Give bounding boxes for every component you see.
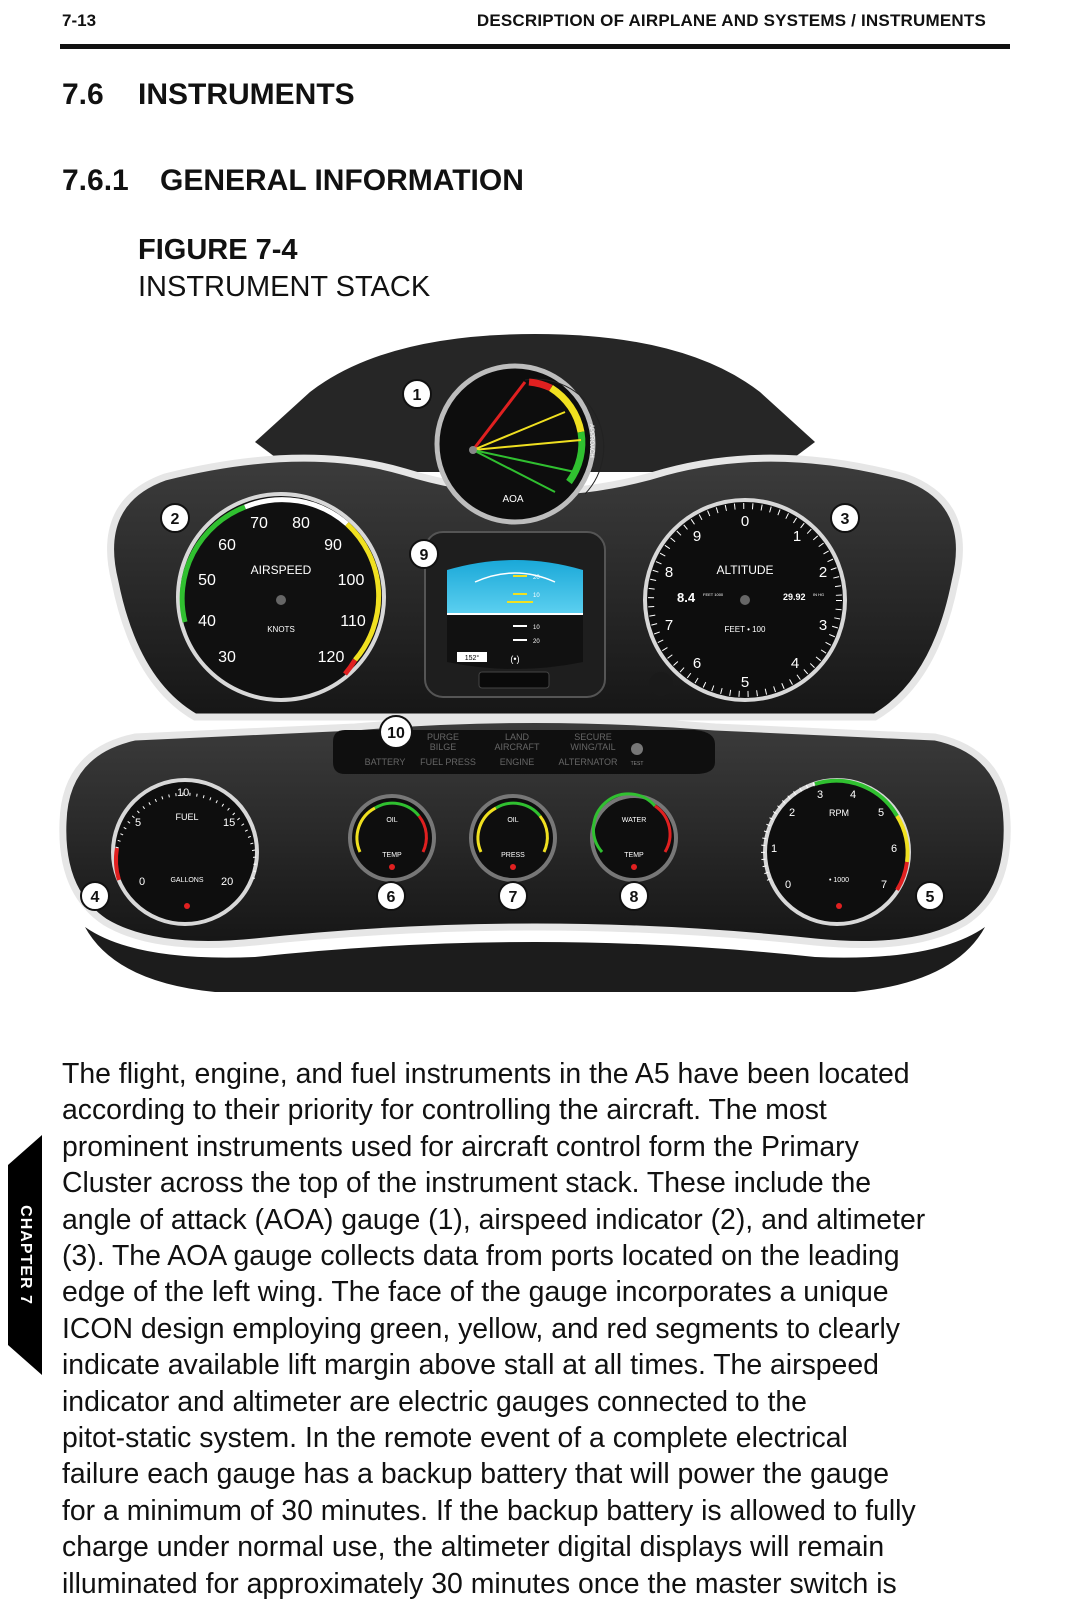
altitude-display: 8.4 [677,590,696,605]
airspeed-tick: 40 [198,613,216,630]
callout-2 [161,504,189,532]
rpm-tick: 0 [785,879,792,891]
oil-temp-bottom: TEMP [382,852,402,859]
fuel-tick: 5 [135,817,142,829]
oil-press-top: OIL [507,817,519,824]
airspeed-tick: 60 [218,537,236,554]
oil-press-gauge [471,796,555,880]
rpm-tick: 3 [817,789,824,801]
altimeter-tick: 5 [740,674,750,691]
altimeter-tick: 8 [664,564,674,581]
body-line: ICON design employing green, yellow, and red segments to clearly [62,1312,900,1345]
airspeed-tick: 70 [250,515,268,532]
body-line: angle of attack (AOA) gauge (1), airspeed indicator (2), and altimeter [62,1203,926,1236]
altimeter [645,500,845,700]
svg-text:2: 2 [170,511,180,528]
altimeter-unit: FEET • 100 [724,625,766,634]
callout-10 [380,716,412,748]
annunciator-bottom: FUEL PRESS [420,757,476,767]
callout-4 [81,882,109,910]
water-temp-gauge [592,794,676,880]
callout-1 [403,380,431,408]
body-line: prominent instruments used for aircraft control form the Primary [62,1130,859,1163]
annunciator-bottom: ALTERNATOR [558,757,618,767]
airspeed-tick: 80 [292,515,310,532]
altimeter-tick: 4 [790,655,800,672]
body-line: pitot-static system. In the remote event of a complete electrical [62,1422,848,1455]
subsection-title: GENERAL INFORMATION [160,164,524,197]
svg-text:1: 1 [412,387,422,404]
body-line: according to their priority for controlling the aircraft. The most [62,1094,827,1127]
fuel-tick: 15 [223,817,236,829]
heading-display: 152° [464,655,480,662]
altitude-display-units: FEET 1000 [703,592,724,597]
rpm-unit: • 1000 [829,877,849,884]
rpm-tick: 7 [881,879,888,891]
svg-text:10: 10 [387,725,405,742]
svg-text:6: 6 [386,889,396,906]
bank-indicator: (•) [510,654,520,664]
altimeter-tick: 7 [664,617,674,634]
altimeter-title: ALTITUDE [716,563,774,577]
section-heading [62,78,355,112]
airspeed-tick: 110 [340,613,366,630]
svg-text:7: 7 [508,889,518,906]
annunciator-light-line: LAND [504,732,530,742]
header-rule [60,44,1010,49]
test-label: TEST [630,761,644,767]
chapter-tab-label: CHAPTER 7 [17,1205,34,1305]
body-line: indicator and altimeter are electric gauges connected to the [62,1385,807,1418]
fuel-title: FUEL [175,812,199,822]
altimeter-tick: 2 [818,564,828,581]
figure-title: INSTRUMENT STACK [138,271,431,303]
body-line: for a minimum of 30 minutes. If the backup battery is allowed to fully [62,1494,916,1527]
altimeter-tick: 0 [740,513,750,530]
rpm-tick: 1 [771,843,778,855]
svg-text:4: 4 [90,889,100,906]
fuel-tick: 0 [139,876,146,888]
callout-9 [410,540,438,568]
svg-text:9: 9 [419,547,429,564]
airspeed-tick: 30 [218,649,236,666]
rpm-tick: 6 [891,843,898,855]
rpm-tick: 5 [878,807,885,819]
airspeed-unit: KNOTS [267,625,295,634]
svg-text:5: 5 [925,889,935,906]
airspeed-tick: 50 [198,572,216,589]
fuel-tick: 10 [177,787,190,799]
annunciator-light-line: AIRCRAFT [494,742,540,752]
altimeter-tick: 6 [692,655,702,672]
pitch-mark: 10 [533,625,540,631]
subsection-number: 7.6.1 [62,164,129,197]
running-header: DESCRIPTION OF AIRPLANE AND SYSTEMS / INSTRUMENTS [476,11,986,30]
water-temp-bottom: TEMP [624,852,644,859]
altimeter-tick: 9 [692,528,702,545]
pitch-mark: 20 [533,575,540,581]
callout-7 [499,882,527,910]
body-line: Cluster across the top of the instrument stack. These include the [62,1167,872,1200]
airspeed-indicator [178,494,384,700]
rpm-tick: 2 [789,807,796,819]
water-temp-top: WATER [621,817,647,824]
annunciator-light-line: WING/TAIL [570,742,616,752]
attitude-indicator [425,532,605,697]
body-line: (3). The AOA gauge collects data from ports located on the leading [62,1240,900,1273]
section-title: INSTRUMENTS [138,78,355,111]
fuel-tick: 20 [221,876,234,888]
svg-text:8: 8 [629,889,639,906]
annunciator-light-line: SECURE [574,732,612,742]
altimeter-tick: 1 [792,528,802,545]
figure-label: FIGURE 7-4 [138,234,298,266]
oil-temp-gauge [350,796,434,880]
altimeter-tick: 3 [818,617,828,634]
pitch-mark: 10 [533,593,540,599]
body-line: charge under normal use, the altimeter digital displays will remain [62,1531,885,1564]
pressure-display: 29.92 [783,592,806,602]
page-number: 7-13 [62,11,97,30]
annunciator-bottom: ENGINE [499,757,535,767]
airspeed-tick: 120 [317,649,345,666]
rpm-title: RPM [829,808,849,818]
fuel-unit: GALLONS [170,877,204,884]
oil-temp-top: OIL [386,817,398,824]
oil-press-bottom: PRESS [501,852,525,859]
pressure-display-units: IN HG [813,592,825,597]
body-line: illuminated for approximately 30 minutes once the master switch is [62,1567,897,1600]
callout-5 [916,882,944,910]
section-number: 7.6 [62,78,104,111]
body-line: failure each gauge has a backup battery that will power the gauge [62,1458,890,1491]
aoa-approach-label: APPROACH [588,424,594,458]
annunciator-bottom: BATTERY [364,757,406,767]
body-line: edge of the left wing. The face of the gauge incorporates a unique [62,1276,889,1309]
pitch-mark: 20 [533,639,540,645]
callout-3 [831,504,859,532]
instrument-stack-figure [55,332,1015,1032]
rpm-gauge [763,780,909,924]
callout-8 [620,882,648,910]
aoa-label: AOA [502,494,524,505]
body-line: indicate available lift margin above stall at all times. The airspeed [62,1349,879,1382]
svg-text:3: 3 [840,511,850,528]
callout-6 [377,882,405,910]
airspeed-tick: 90 [324,537,342,554]
annunciator-light-line: PURGE [426,732,460,742]
annunciator-light-line: BILGE [429,742,457,752]
fuel-gauge [113,780,257,924]
rpm-tick: 4 [850,789,857,801]
body-text [62,1056,1012,1602]
subsection-heading [62,164,524,198]
body-line: The flight, engine, and fuel instruments in the A5 have been located [62,1058,910,1090]
airspeed-title: AIRSPEED [250,563,312,577]
airspeed-tick: 100 [337,572,365,589]
